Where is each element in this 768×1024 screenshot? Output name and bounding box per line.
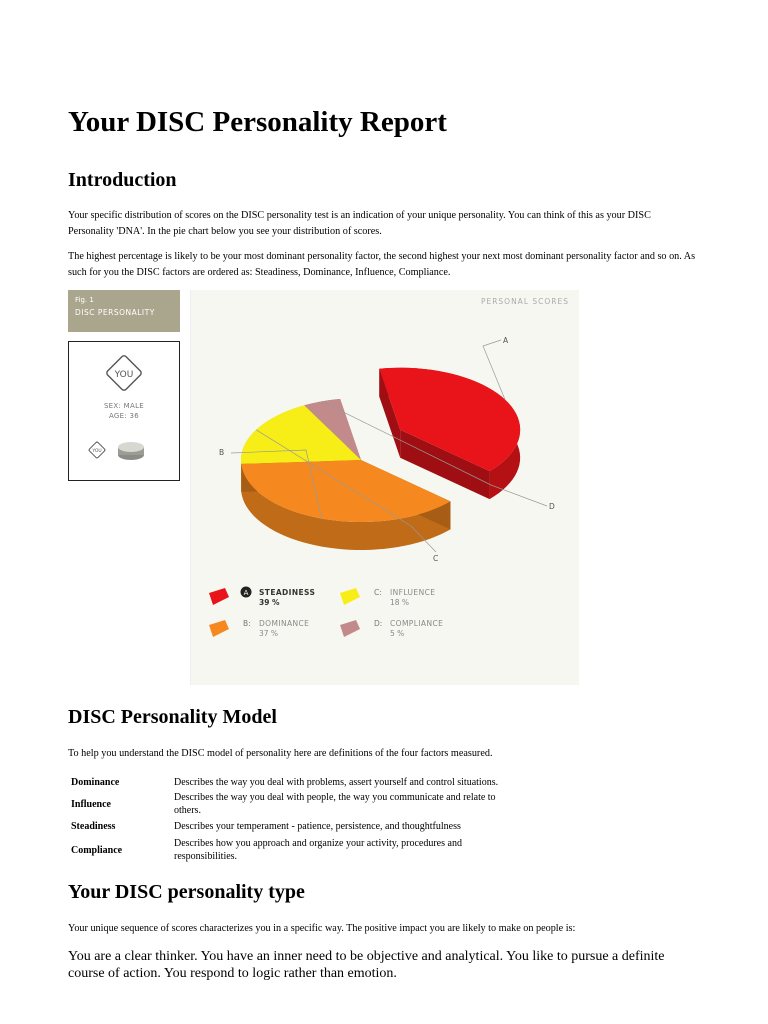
disc-figure <box>68 290 578 685</box>
legend-compliance <box>374 619 444 639</box>
legend-compliance-name: COMPLIANCE <box>390 619 444 628</box>
pie-chart <box>191 290 579 570</box>
chart-title: PERSONAL SCORES <box>480 297 569 306</box>
profile-sex: SEX: MALE <box>103 402 145 410</box>
legend-dominance-letter: B: <box>243 619 251 628</box>
you-marker-label: YOU <box>92 449 102 454</box>
profile-age: AGE: 36 <box>108 412 140 420</box>
definitions-table <box>68 773 514 865</box>
table-row <box>68 773 514 791</box>
legend-swatch-influence <box>340 588 360 605</box>
chart-panel <box>190 290 579 685</box>
intro-heading: Introduction <box>68 169 177 191</box>
legend-dominance-name: DOMINANCE <box>259 619 310 628</box>
table-row <box>68 835 514 865</box>
legend-dominance-value: 37 % <box>259 629 279 638</box>
slice-tag-a: A <box>503 336 509 345</box>
legend-compliance-value: 5 % <box>390 629 405 638</box>
profile-card <box>68 341 180 481</box>
legend-steadiness-value: 39 % <box>259 598 280 607</box>
type-intro: Your unique sequence of scores characterizes you in a specific way. The positive impact you are likely to make on people is: <box>68 923 576 934</box>
legend-compliance-letter: D: <box>374 619 383 628</box>
desc-compliance: Describes how you approach and organize your activity, procedures and responsibilities. <box>174 838 462 862</box>
type-statement: You are a clear thinker. You have an inner need to be objective and analytical. You like to pursue a definite course of action. You respond to logic rather than emotion. <box>68 949 665 981</box>
model-heading: DISC Personality Model <box>68 706 277 728</box>
legend-swatch-steadiness <box>209 588 229 605</box>
term-influence: Influence <box>71 798 111 810</box>
legend-influence-value: 18 % <box>390 598 410 607</box>
legend-influence <box>374 588 436 608</box>
legend-influence-letter: C: <box>374 588 382 597</box>
legend-swatch-dominance <box>209 620 229 637</box>
legend-swatches <box>191 585 579 675</box>
legend-steadiness <box>259 588 315 608</box>
legend-swatch-compliance <box>340 620 360 637</box>
slice-tag-c: C <box>433 554 439 563</box>
table-row <box>68 817 514 835</box>
figure-label <box>68 290 180 332</box>
desc-influence: Describes the way you deal with people, the way you communicate and relate to others. <box>174 792 496 816</box>
you-marker-icon <box>69 434 179 474</box>
figure-title: DISC PERSONALITY <box>75 308 155 317</box>
desc-steadiness: Describes your temperament - patience, persistence, and thoughtfulness <box>174 820 461 832</box>
you-diamond-label: YOU <box>114 370 134 380</box>
desc-dominance: Describes the way you deal with problems, assert yourself and control situations. <box>174 776 499 788</box>
term-dominance: Dominance <box>71 776 120 788</box>
legend-badge-a-label: A <box>243 589 249 597</box>
term-compliance: Compliance <box>71 844 123 856</box>
page-title: Your DISC Personality Report <box>68 106 447 138</box>
term-steadiness: Steadiness <box>71 820 116 832</box>
legend-dominance <box>243 619 310 639</box>
legend-influence-name: INFLUENCE <box>390 588 436 597</box>
intro-paragraph-1: Your specific distribution of scores on the DISC personality test is an indication of your unique personality. You can think of this as your DISC Personality 'DNA'. In the pie chart below you see your distribution of scores. <box>68 210 651 237</box>
table-row <box>68 791 514 817</box>
intro-paragraph-2: The highest percentage is likely to be your most dominant personality factor, the second highest your next most dominant personality factor and so on. As such for you the DISC factors are ordered as: Steadiness, Dominance, Influence, Compliance. <box>68 251 696 278</box>
you-diamond-icon <box>69 346 179 406</box>
slice-tag-b: B <box>219 448 225 457</box>
model-intro: To help you understand the DISC model of personality here are definitions of the four factors measured. <box>68 748 493 759</box>
figure-number: Fig. 1 <box>75 296 94 304</box>
legend-steadiness-name: STEADINESS <box>259 588 316 597</box>
type-heading: Your DISC personality type <box>68 881 305 903</box>
slice-tag-d: D <box>549 502 555 511</box>
